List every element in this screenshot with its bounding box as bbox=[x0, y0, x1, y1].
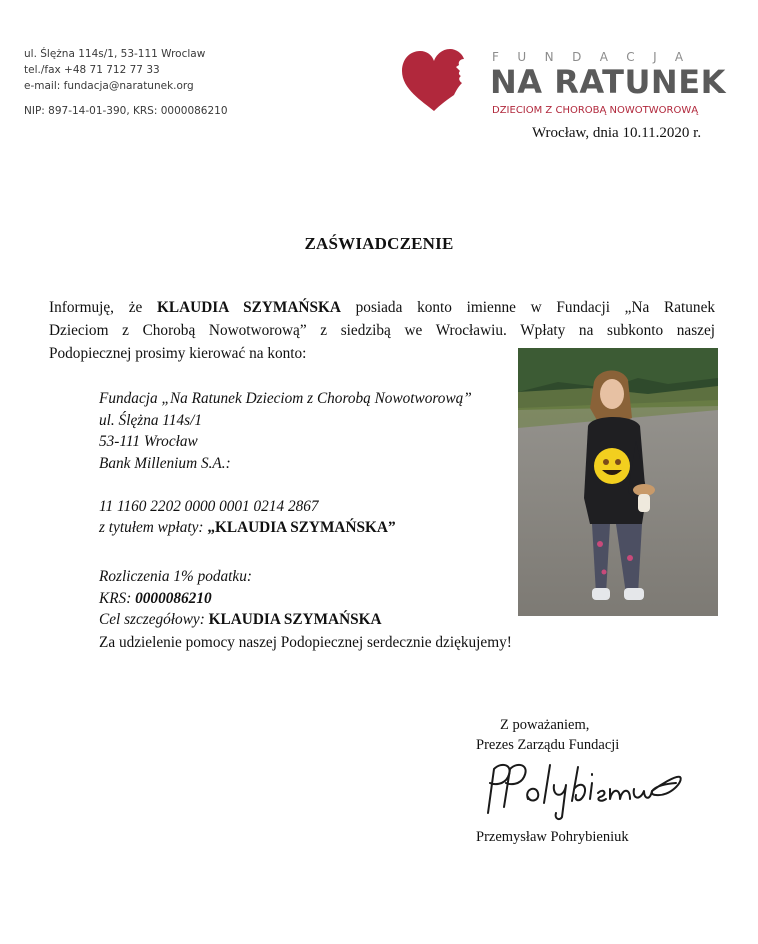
account-number: 11 1160 2202 0000 0001 0214 2867 bbox=[99, 497, 319, 515]
foundation-name: Fundacja „Na Ratunek Dzieciom z Chorobą Nowotworową” bbox=[99, 390, 472, 407]
logo-name: NA RATUNEK bbox=[490, 63, 726, 101]
transfer-title-value: „KLAUDIA SZYMAŃSKA” bbox=[207, 519, 396, 536]
tax-id-line: NIP: 897-14-01-390, KRS: 0000086210 bbox=[24, 105, 228, 117]
krs-line: KRS: 0000086210 bbox=[99, 589, 212, 607]
foundation-logo bbox=[398, 45, 728, 125]
bank-name: Bank Millenium S.A.: bbox=[99, 454, 231, 472]
intro-line-1: Informuję, że KLAUDIA SZYMAŃSKA posiada konto imienne w Fundacji „Na Ratunek bbox=[49, 299, 716, 316]
signatory-name: Przemysław Pohrybieniuk bbox=[476, 829, 629, 845]
transfer-title: z tytułem wpłaty: „KLAUDIA SZYMAŃSKA” bbox=[99, 519, 396, 536]
tax-heading: Rozliczenia 1% podatku: bbox=[99, 568, 252, 585]
closing-line: Za udzielenie pomocy naszej Podopiecznej serdecznie dziękujemy! bbox=[99, 634, 512, 651]
goal-line: Cel szczegółowy: KLAUDIA SZYMAŃSKA bbox=[99, 611, 382, 628]
phone-line: tel./fax +48 71 712 77 33 bbox=[24, 64, 160, 76]
beneficiary-photo bbox=[518, 348, 718, 616]
signature-greeting: Z poważaniem, bbox=[500, 717, 590, 733]
heart-profile-icon bbox=[398, 45, 470, 117]
handwritten-signature bbox=[480, 755, 690, 823]
intro-line-2: Dzieciom z Chorobą Nowotworową” z siedzibą we Wrocławiu. Wpłaty na subkonto naszej bbox=[49, 322, 715, 339]
foundation-street: ul. Ślężna 114s/1 bbox=[99, 411, 202, 429]
logo-subtitle: DZIECIOM Z CHOROBĄ NOWOTWOROWĄ bbox=[492, 105, 699, 116]
address-line: ul. Ślężna 114s/1, 53-111 Wroclaw bbox=[24, 48, 206, 60]
beneficiary-name: KLAUDIA SZYMAŃSKA bbox=[157, 299, 341, 316]
email-line: e-mail: fundacja@naratunek.org bbox=[24, 80, 194, 92]
letterhead-contact bbox=[24, 46, 228, 119]
signature-role: Prezes Zarządu Fundacji bbox=[476, 737, 620, 753]
tax-details bbox=[99, 566, 382, 631]
bank-details bbox=[99, 388, 472, 539]
krs-value: 0000086210 bbox=[135, 589, 212, 607]
document-date: Wrocław, dnia 10.11.2020 r. bbox=[532, 125, 702, 141]
intro-line-3: Podopiecznej prosimy kierować na konto: bbox=[49, 345, 307, 362]
foundation-city: 53-111 Wrocław bbox=[99, 433, 198, 450]
logo-top-line: FUNDACJA bbox=[492, 50, 702, 64]
document-title: ZAŚWIADCZENIE bbox=[304, 234, 454, 253]
goal-value: KLAUDIA SZYMAŃSKA bbox=[208, 611, 382, 628]
